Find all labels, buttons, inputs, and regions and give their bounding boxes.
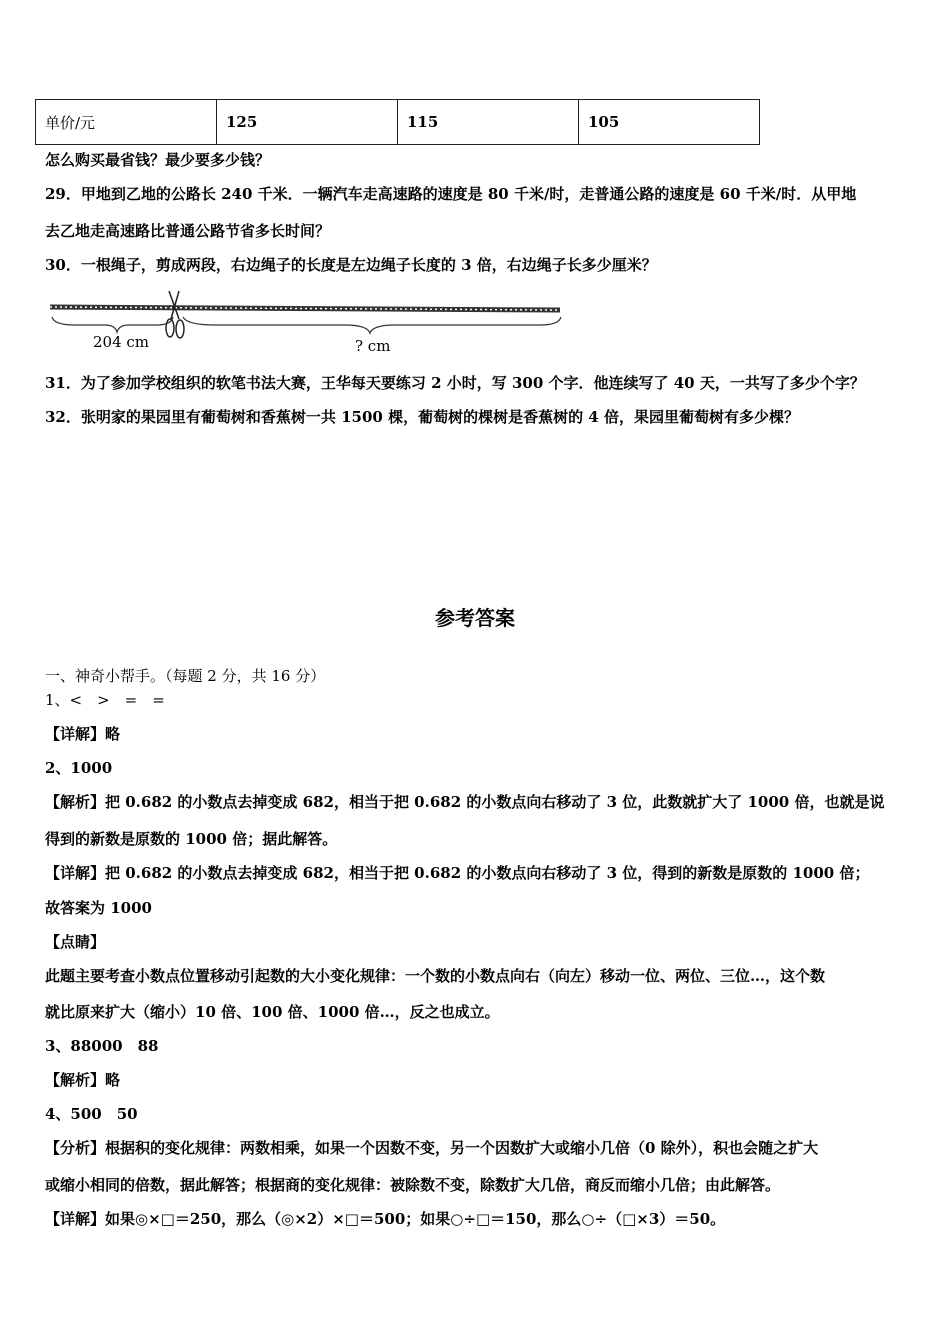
scissors-icon — [166, 291, 184, 338]
question-29-line-2: 去乙地走高速路比普通公路节省多长时间？ — [45, 222, 331, 240]
answer-4: 4、500 50 — [45, 1105, 138, 1123]
answers-title: 参考答案 — [435, 606, 515, 630]
question-28-tail: 怎么购买最省钱？最少要多少钱？ — [45, 151, 271, 169]
answer-3-analysis: 【解析】略 — [45, 1071, 121, 1089]
answer-1: 1、< > = = — [45, 691, 165, 709]
table-row — [36, 100, 760, 145]
answer-2-comment-line-1: 此题主要考查小数点位置移动引起数的大小变化规律：一个数的小数点向右（向左）移动一位、两位、三位…，这个数 — [45, 967, 826, 985]
question-31-text: 31．为了参加学校组织的软笔书法大赛，王华每天要练习 2 小时，写 300 个字．他连续写了 40 天，一共写了多少个字？ — [45, 374, 865, 392]
answer-1-detail: 【详解】略 — [45, 725, 121, 743]
rope — [50, 307, 560, 310]
answer-2: 2、1000 — [45, 759, 113, 777]
left-length-label: 204 cm — [93, 333, 150, 351]
right-brace — [183, 317, 561, 333]
answer-4-analysis-line-2: 或缩小相同的倍数，据此解答；根据商的变化规律：被除数不变，除数扩大几倍，商反而缩小几倍；由此解答。 — [45, 1176, 781, 1194]
answer-3: 3、88000 88 — [45, 1037, 159, 1055]
answer-2-comment-line-2: 就比原来扩大（缩小）10 倍、100 倍、1000 倍…，反之也成立。 — [45, 1003, 500, 1021]
table-cell: 115 — [398, 100, 579, 145]
price-table — [35, 99, 760, 145]
answer-2-detail-line-2: 故答案为 1000 — [45, 899, 152, 917]
answer-2-comment-heading: 【点睛】 — [45, 933, 106, 951]
question-32-text: 32．张明家的果园里有葡萄树和香蕉树一共 1500 棵，葡萄树的棵树是香蕉树的 4 倍，果园里葡萄树有多少棵？ — [45, 408, 799, 426]
table-cell: 105 — [579, 100, 760, 145]
answer-2-analysis-line-1: 【解析】把 0.682 的小数点去掉变成 682，相当于把 0.682 的小数点向右移动了 3 位，此数就扩大了 1000 倍，也就是说 — [45, 793, 885, 811]
question-30-text: 30．一根绳子，剪成两段，右边绳子的长度是左边绳子长度的 3 倍，右边绳子长多少厘米？ — [45, 256, 657, 274]
right-length-label: ? cm — [355, 337, 391, 355]
question-29-line-1: 29．甲地到乙地的公路长 240 千米．一辆汽车走高速路的速度是 80 千米/时，走普通公路的速度是 60 千米/时．从甲地 — [45, 185, 857, 203]
answer-4-detail: 【详解】如果◎×□＝250，那么（◎×2）×□＝500；如果○÷□＝150，那么○÷（□×3）＝50。 — [45, 1210, 726, 1228]
answers-section-heading: 一、神奇小帮手。（每题 2 分，共 16 分） — [45, 667, 326, 685]
left-brace — [52, 317, 173, 332]
table-cell: 125 — [217, 100, 398, 145]
answer-4-analysis-line-1: 【分析】根据积的变化规律：两数相乘，如果一个因数不变，另一个因数扩大或缩小几倍（0 除外），积也会随之扩大 — [45, 1139, 819, 1157]
answer-2-detail-line-1: 【详解】把 0.682 的小数点去掉变成 682，相当于把 0.682 的小数点向右移动了 3 位，得到的新数是原数的 1000 倍； — [45, 864, 870, 882]
rope-figure — [45, 285, 575, 357]
answer-2-analysis-line-2: 得到的新数是原数的 1000 倍；据此解答。 — [45, 830, 338, 848]
table-cell-label: 单价/元 — [36, 100, 217, 145]
